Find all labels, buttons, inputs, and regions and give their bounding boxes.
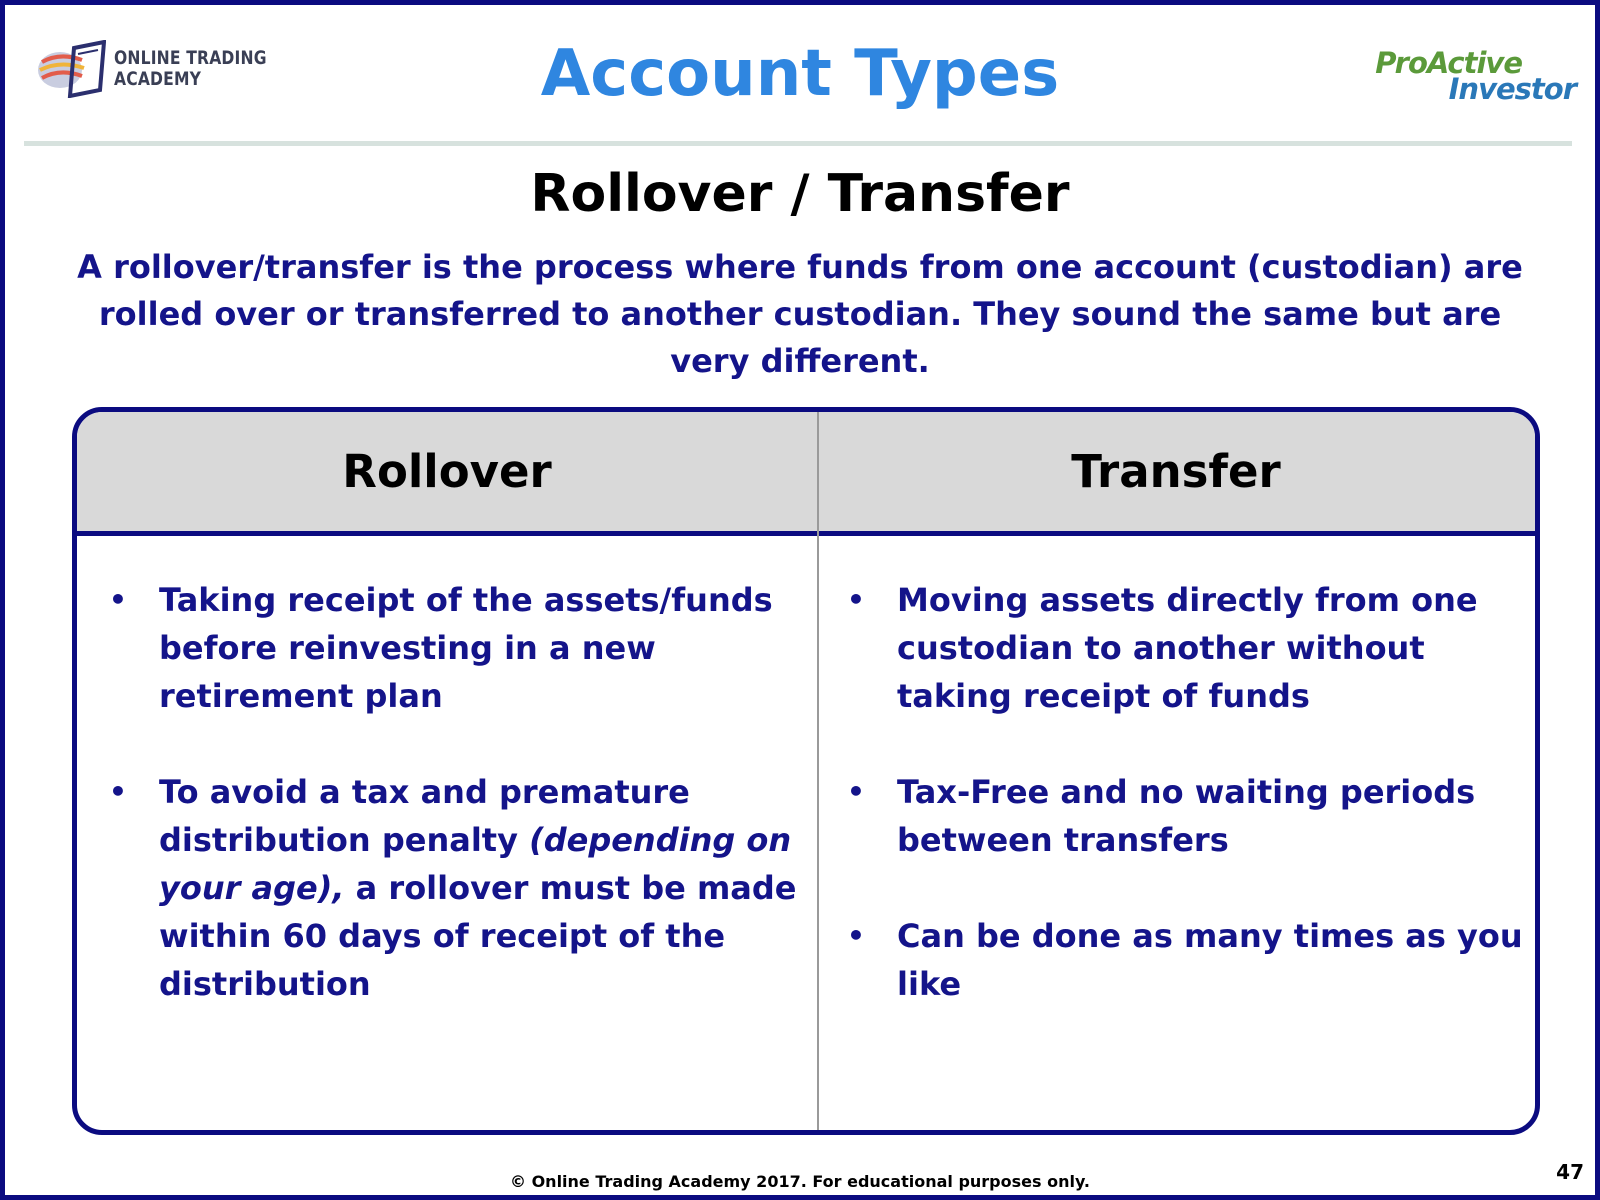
list-item	[107, 768, 797, 1008]
section-subtitle: Rollover / Transfer	[530, 164, 1070, 224]
list-item	[845, 576, 1525, 720]
bullet-text-part: a rollover must be made within 60 days of receipt of the distribution	[159, 869, 797, 1003]
bullet-text-part: To avoid a tax and premature distribution penalty	[159, 773, 690, 859]
transfer-column-heading: Transfer	[1071, 445, 1281, 498]
copyright-footer: © Online Trading Academy 2017. For educational purposes only.	[510, 1172, 1090, 1191]
comparison-table	[72, 407, 1540, 1135]
logo-proactive-text: ProActive	[1375, 46, 1522, 80]
list-item	[107, 576, 797, 720]
bullet-text: Can be done as many times as you like	[897, 917, 1523, 1003]
list-item	[845, 912, 1525, 1008]
bullet-text: Moving assets directly from one custodian to another without taking receipt of funds	[897, 581, 1478, 715]
bullet-text: Tax-Free and no waiting periods between transfers	[897, 773, 1476, 859]
page-number: 47	[1556, 1160, 1584, 1184]
rollover-column	[107, 576, 797, 1056]
bullet-text-emphasis: (depending on your age),	[159, 821, 792, 907]
bullet-icon: •	[109, 775, 127, 808]
bullet-text: Taking receipt of the assets/funds before reinvesting in a new retirement plan	[159, 581, 773, 715]
column-divider	[817, 412, 819, 1130]
bullet-icon: •	[847, 919, 865, 952]
transfer-column	[845, 576, 1525, 1056]
logo-text-line1: ONLINE TRADING	[114, 47, 267, 69]
list-item	[845, 768, 1525, 864]
bullet-icon: •	[109, 583, 127, 616]
bullet-icon: •	[847, 775, 865, 808]
logo-investor-text: Investor	[1448, 72, 1576, 106]
header-divider	[24, 141, 1572, 146]
logo-text-line2: ACADEMY	[114, 68, 202, 90]
intro-paragraph: A rollover/transfer is the process where funds from one account (custodian) are rolled over or transferred to another custodian. They sound the same but are very different.	[77, 248, 1523, 380]
proactive-investor-logo	[1366, 46, 1576, 106]
rollover-column-heading: Rollover	[342, 445, 552, 498]
page-title: Account Types	[540, 37, 1060, 111]
bullet-icon: •	[847, 583, 865, 616]
